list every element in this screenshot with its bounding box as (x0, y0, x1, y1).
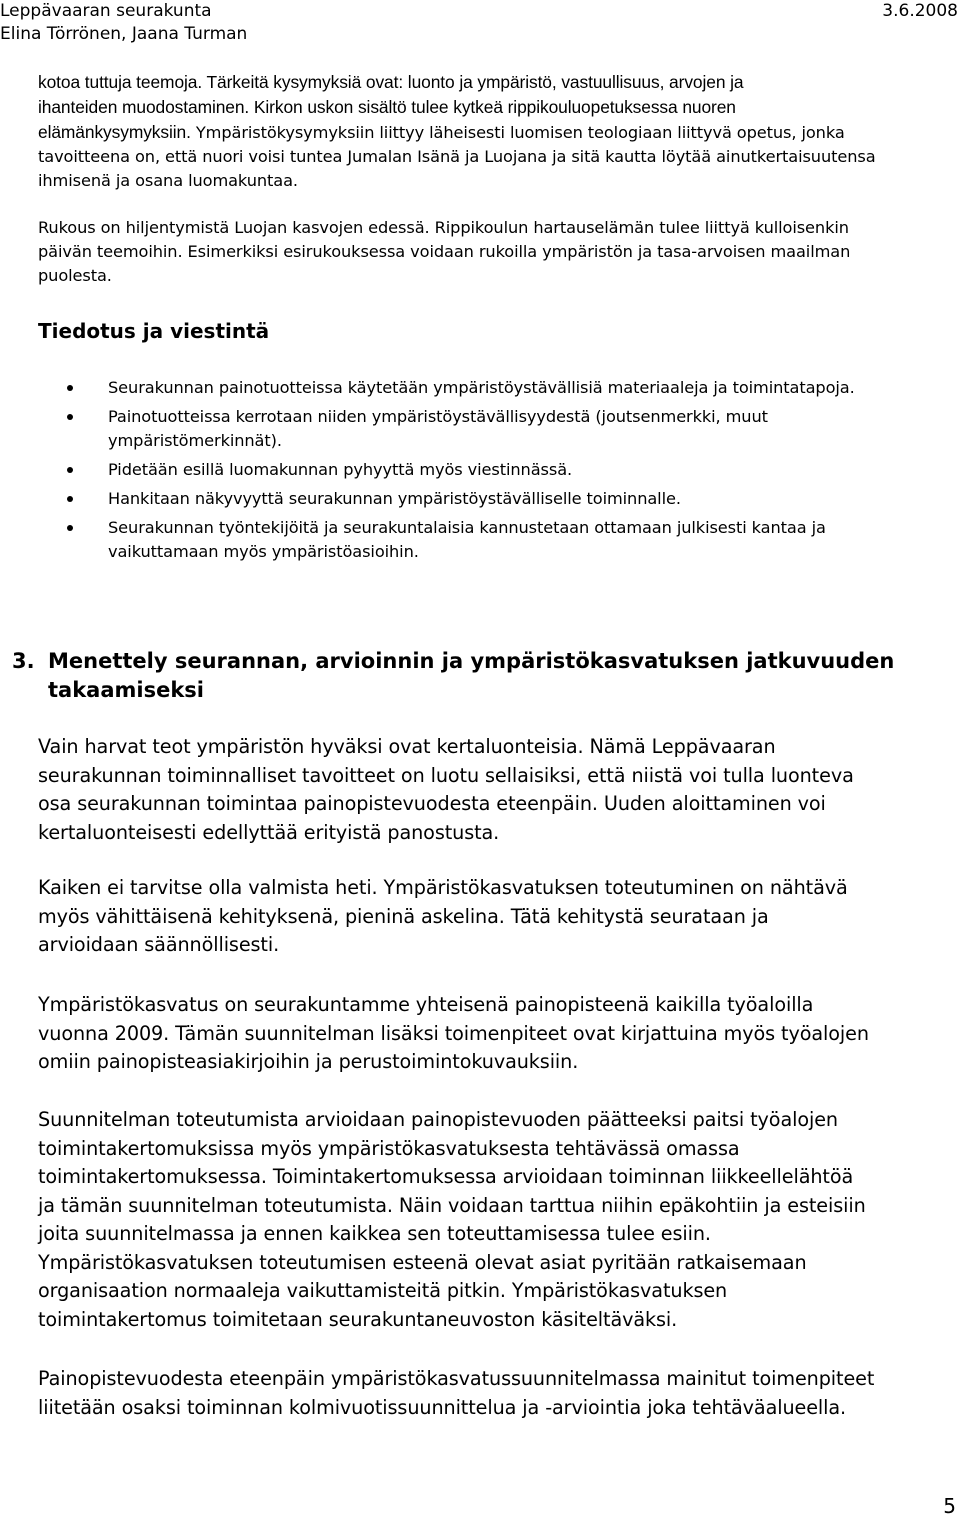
list-item: Painotuotteissa kerrotaan niiden ympäristöystävällisyydestä (joutsenmerkki, muut ympäristömerkinnät). (38, 405, 950, 453)
intro-line: ihmisenä ja osana luomakuntaa. (38, 171, 298, 190)
prayer-paragraph (38, 216, 950, 288)
page-number: 5 (943, 1494, 956, 1518)
section-title-line: takaamiseksi (48, 678, 205, 702)
prayer-line: päivän teemoihin. Esimerkiksi esirukouksessa voidaan rukoilla ympäristön ja tasa-arvoisen maailman (38, 242, 851, 261)
communication-list-container (38, 376, 950, 569)
list-item: Seurakunnan painotuotteissa käytetään ympäristöystävällisiä materiaaleja ja toimintatapoja. (38, 376, 950, 400)
communication-list (38, 376, 950, 564)
section-3-paragraph: Painopistevuodesta eteenpäin ympäristökasvatussuunnitelmassa mainitut toimenpiteet liitetään osaksi toiminnan kolmivuotissuunnittelua ja -arviointia joka tehtäväalueella. (38, 1367, 875, 1419)
list-item: Seurakunnan työntekijöitä ja seurakuntalaisia kannustetaan ottamaan julkisesti kantaa ja vaikuttamaan myös ympäristöasioihin. (38, 516, 950, 564)
communication-heading: Tiedotus ja viestintä (38, 319, 270, 343)
prayer-line: puolesta. (38, 266, 112, 285)
header-authors: Elina Törrönen, Jaana Turman (0, 24, 248, 44)
bullet-icon (67, 385, 73, 391)
section-3-title (12, 647, 952, 705)
section-3-paragraph: Kaiken ei tarvitse olla valmista heti. Ympäristökasvatuksen toteutuminen on nähtävä myös vähittäisenä kehityksenä, pieninä askelina. Tätä kehitystä seurataan ja arvioidaan säännöllisesti. (38, 876, 848, 956)
intro-line: kotoa tuttuja teemoja. Tärkeitä kysymyksiä ovat: luonto ja ympäristö, vastuullisuus, arvojen ja (38, 72, 744, 92)
section-3-paragraph: Ympäristökasvatus on seurakuntamme yhteisenä painopisteenä kaikilla työaloilla vuonna 2009. Tämän suunnitelman lisäksi toimenpiteet ovat kirjattuina myös työalojen omiin painopisteasiakirjoihin ja perustoimintokuvauksiin. (38, 993, 869, 1073)
list-item: Hankitaan näkyvyyttä seurakunnan ympäristöystävälliselle toiminnalle. (38, 487, 950, 511)
section-title-line: Menettely seurannan, arvioinnin ja ympäristökasvatuksen jatkuvuuden (48, 649, 895, 673)
list-item: Pidetään esillä luomakunnan pyhyyttä myös viestinnässä. (38, 458, 950, 482)
intro-paragraph (38, 70, 950, 193)
intro-line: elämänkysymyksiin. (38, 122, 191, 142)
section-3-paragraph: Suunnitelman toteutumista arvioidaan painopistevuoden päätteeksi paitsi työalojen toimintakertomuksissa myös ympäristökasvatuksesta tehtävässä omassa toimintakertomuksessa. Toimintakertomuksessa arvioidaan toiminnan liikkeellelähtöä ja tämän suunnitelman toteutumista. Näin voidaan tarttua niihin epäkohtiin ja esteisiin joita suunnitelmassa ja ennen kaikkea sen toteuttamisessa tulee esiin. Ympäristökasvatuksen toteutumisen esteenä olevat asiat pyritään ratkaisemaan organisaation normaaleja vaikuttamisteitä pitkin. Ympäristökasvatuksen toimintakertomus toimitetaan seurakuntaneuvoston käsiteltäväksi. (38, 1108, 866, 1331)
bullet-icon (67, 525, 73, 531)
intro-line: ihanteiden muodostaminen. Kirkon uskon sisältö tulee kytkeä rippikouluopetuksessa nuoren (38, 97, 736, 117)
prayer-line: Rukous on hiljentymistä Luojan kasvojen edessä. Rippikoulun hartauselämän tulee liittyä kulloisenkin (38, 218, 849, 237)
intro-line: Ympäristökysymyksiin liittyy läheisesti luomisen teologiaan liittyvä opetus, jonka (190, 123, 845, 142)
header-organization: Leppävaaran seurakunta (0, 1, 212, 21)
bullet-icon (67, 414, 73, 420)
section-number: 3. (12, 649, 35, 673)
intro-line: tavoitteena on, että nuori voisi tuntea Jumalan Isänä ja Luojana ja sitä kautta löytää ainutkertaisuutensa (38, 147, 876, 166)
bullet-icon (67, 467, 73, 473)
header-date: 3.6.2008 (882, 1, 958, 21)
bullet-icon (67, 496, 73, 502)
section-3-paragraph: Vain harvat teot ympäristön hyväksi ovat kertaluonteisia. Nämä Leppävaaran seurakunnan toiminnalliset tavoitteet on luotu sellaisiksi, että niistä voi tulla luonteva osa seurakunnan toimintaa painopistevuodesta eteenpäin. Uuden aloittaminen voi kertaluonteisesti edellyttää erityistä panostusta. (38, 735, 854, 844)
